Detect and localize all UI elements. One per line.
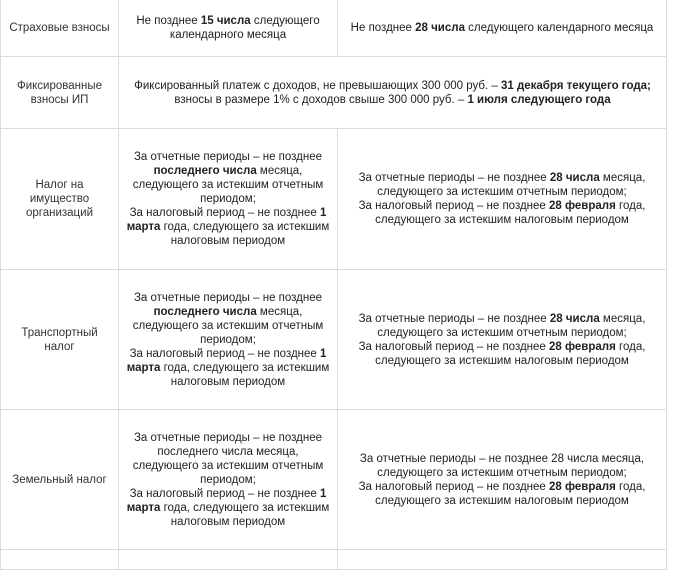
text: За отчетные периоды – не позднее — [133, 151, 323, 163]
text: взносы в размере 1% с доходов свыше 300 000 руб. – — [174, 93, 468, 106]
text: Не позднее — [350, 22, 416, 34]
cell-paragraph — [125, 93, 660, 107]
row-label: Налог на имущество организаций — [1, 129, 119, 270]
bold-text: 28 числа — [415, 22, 465, 34]
table-row-partial — [1, 550, 667, 570]
cell-paragraph — [125, 431, 331, 487]
text: За налоговый период – не позднее — [358, 340, 550, 353]
deadline-cell — [338, 410, 667, 550]
cell-paragraph — [125, 347, 331, 389]
bold-text: 1 марта — [126, 347, 327, 374]
text: следующего календарного месяца — [169, 15, 320, 41]
bold-text: 28 февраля — [549, 480, 616, 493]
text: года, следующего за истекшим налоговым периодом — [160, 501, 330, 528]
bold-text: 1 марта — [126, 207, 327, 233]
text: месяца, следующего за истекшим отчетным периодом; — [132, 165, 324, 205]
text: За налоговый период – не позднее — [129, 487, 321, 500]
cell-paragraph — [344, 199, 660, 227]
cell-paragraph — [344, 312, 660, 340]
cell-paragraph — [125, 206, 331, 248]
text: За налоговый период – не позднее — [358, 480, 550, 493]
table-row — [1, 270, 667, 410]
text: За налоговый период – не позднее — [129, 207, 321, 219]
deadline-cell — [119, 0, 338, 57]
bold-text: 28 февраля — [549, 340, 616, 353]
cell-paragraph — [125, 79, 660, 93]
deadline-cell — [119, 270, 338, 410]
text: года, следующего за истекшим налоговым периодом — [375, 200, 646, 226]
deadline-cell-merged — [119, 57, 667, 129]
row-label: Транспортный налог — [1, 270, 119, 410]
text: За отчетные периоды – не позднее последнего числа месяца, следующего за истекшим отчетным периодом; — [132, 431, 324, 486]
text: За налоговый период – не позднее — [358, 200, 550, 212]
cell-paragraph — [344, 480, 660, 508]
bold-text: 28 февраля — [549, 200, 616, 212]
bold-text: 31 декабря текущего года; — [500, 79, 651, 92]
cell-paragraph — [344, 340, 660, 368]
table-row — [1, 129, 667, 270]
row-label: Земельный налог — [1, 410, 119, 550]
bold-text: 28 числа — [549, 172, 600, 184]
bold-text: 28 числа — [549, 312, 600, 325]
text: года, следующего за истекшим налоговым периодом — [375, 340, 646, 367]
deadline-cell — [338, 0, 667, 57]
text: месяца, следующего за истекшим отчетным периодом; — [132, 305, 324, 346]
text: За отчетные периоды – не позднее — [358, 312, 550, 325]
cell-paragraph — [125, 487, 331, 529]
cell-paragraph — [344, 21, 660, 35]
cell-paragraph — [125, 150, 331, 206]
deadline-cell — [119, 129, 338, 270]
row-label: Фиксированные взносы ИП — [1, 57, 119, 129]
bold-text: 15 числа — [200, 15, 251, 27]
text: года, следующего за истекшим налоговым периодом — [375, 480, 646, 507]
text: следующего календарного месяца — [464, 22, 654, 34]
text: месяца, следующего за истекшим отчетным периодом; — [377, 312, 646, 339]
deadline-cell — [119, 410, 338, 550]
bold-text: последнего числа — [153, 165, 257, 177]
deadline-cell — [338, 129, 667, 270]
bold-text: последнего числа — [153, 305, 257, 318]
cell-paragraph — [344, 171, 660, 199]
cell-paragraph — [344, 452, 660, 480]
table-row — [1, 410, 667, 550]
table-row — [1, 0, 667, 57]
cell-paragraph — [125, 291, 331, 347]
text: Фиксированный платеж с доходов, не превышающих 300 000 руб. – — [134, 79, 501, 92]
text: Не позднее — [136, 15, 201, 27]
bold-text: 1 марта — [126, 487, 327, 514]
text: года, следующего за истекшим налоговым периодом — [160, 221, 330, 247]
text: За отчетные периоды – не позднее — [133, 291, 323, 304]
text: За отчетные периоды – не позднее 28 числа месяца, следующего за истекшим отчетным периодом; — [359, 452, 645, 479]
text: года, следующего за истекшим налоговым периодом — [160, 361, 330, 388]
cell-paragraph — [125, 14, 331, 42]
text: месяца, следующего за истекшим отчетным периодом; — [377, 172, 646, 198]
table-row — [1, 57, 667, 129]
deadline-cell — [338, 270, 667, 410]
text: За налоговый период – не позднее — [129, 347, 321, 360]
bold-text: 1 июля следующего года — [467, 93, 611, 106]
text: За отчетные периоды – не позднее — [358, 172, 550, 184]
row-label: Страховые взносы — [1, 0, 119, 57]
